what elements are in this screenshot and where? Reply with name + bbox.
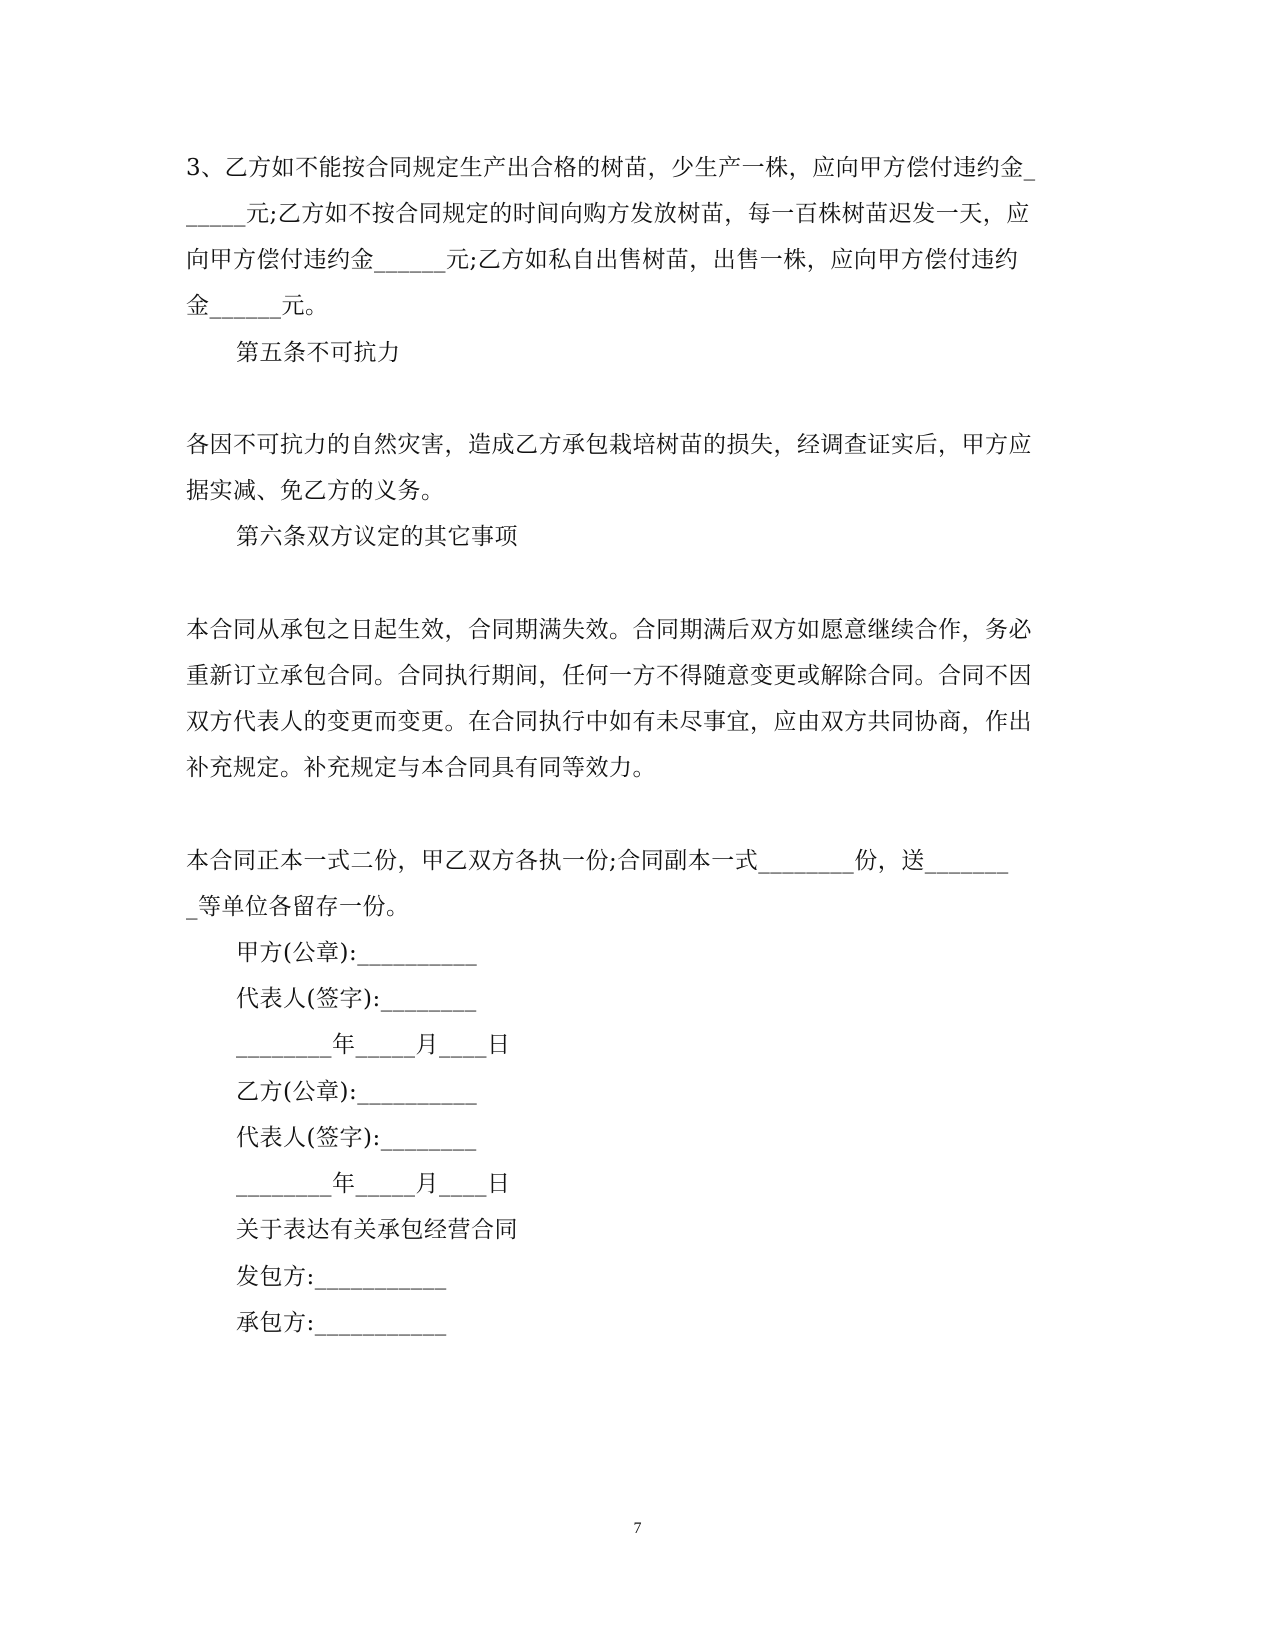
party-b-representative: 代表人(签字):________ (236, 1125, 477, 1151)
effectiveness-line-1: 本合同从承包之日起生效，合同期满失效。合同期满后双方如愿意继续合作，务必 (186, 617, 1032, 643)
penalty-line-4: 金______元。 (186, 293, 329, 319)
penalty-line-3: 向甲方偿付违约金______元;乙方如私自出售树苗，出售一株，应向甲方偿付违约 (186, 247, 1019, 273)
article-5-heading: 第五条不可抗力 (236, 340, 401, 366)
party-b-seal: 乙方(公章):__________ (236, 1079, 478, 1105)
article-6-heading: 第六条双方议定的其它事项 (236, 524, 518, 550)
contractor-field: 承包方:___________ (236, 1310, 447, 1336)
penalty-line-1: 3、乙方如不能按合同规定生产出合格的树苗，少生产一株，应向甲方偿付违约金_ (186, 155, 1036, 181)
copies-line-2: _等单位各留存一份。 (186, 894, 410, 920)
party-a-seal: 甲方(公章):__________ (236, 940, 478, 966)
party-a-date: ________年_____月____日 (236, 1032, 511, 1058)
next-contract-title: 关于表达有关承包经营合同 (236, 1217, 518, 1243)
penalty-line-2: _____元;乙方如不按合同规定的时间向购方发放树苗，每一百株树苗迟发一天，应 (186, 201, 1030, 227)
copies-line-1: 本合同正本一式二份，甲乙双方各执一份;合同副本一式________份，送_______ (186, 848, 1009, 874)
party-b-date: ________年_____月____日 (236, 1171, 511, 1197)
force-majeure-line-1: 各因不可抗力的自然灾害，造成乙方承包栽培树苗的损失，经调查证实后，甲方应 (186, 432, 1032, 458)
effectiveness-line-4: 补充规定。补充规定与本合同具有同等效力。 (186, 755, 656, 781)
party-a-representative: 代表人(签字):________ (236, 986, 477, 1012)
page-number: 7 (633, 1520, 642, 1537)
effectiveness-line-3: 双方代表人的变更而变更。在合同执行中如有未尽事宜，应由双方共同协商，作出 (186, 709, 1032, 735)
force-majeure-line-2: 据实减、免乙方的义务。 (186, 478, 445, 504)
issuer-field: 发包方:___________ (236, 1264, 447, 1290)
effectiveness-line-2: 重新订立承包合同。合同执行期间，任何一方不得随意变更或解除合同。合同不因 (186, 663, 1032, 689)
